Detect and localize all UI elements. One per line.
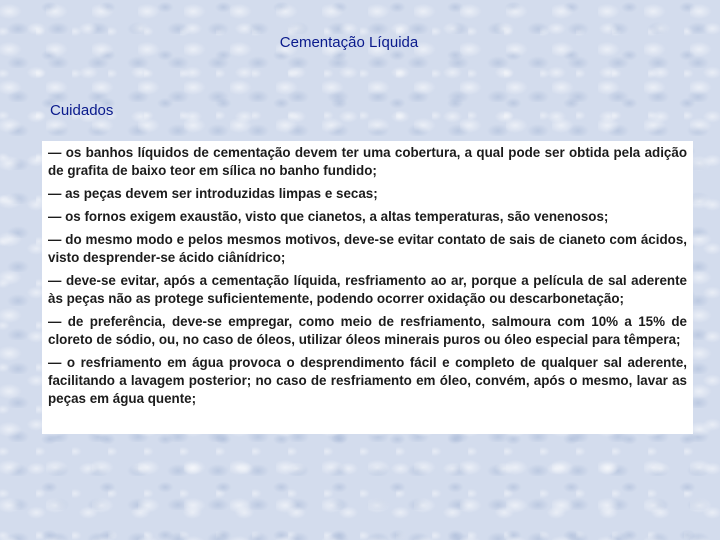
list-item: — de preferência, deve-se empregar, como meio de resfriamento, salmoura com 10% a 15% de cloreto de sódio, ou, no caso de óleos, utilizar óleos minerais puros ou óleo especial para têmpera; <box>48 314 687 347</box>
list-item: — o resfriamento em água provoca o desprendimento fácil e completo de qualquer sal aderente, facilitando a lavagem posterior; no caso de resfriamento em óleo, convém, após o mesmo, lavar as peças em água quente; <box>48 355 687 406</box>
list-item: — do mesmo modo e pelos mesmos motivos, deve-se evitar contato de sais de cianeto com ácidos, visto desprender-se ácido ciânídrico; <box>48 232 687 265</box>
slide-title: Cementação Líquida <box>279 34 419 51</box>
section-heading: Cuidados <box>50 102 114 119</box>
list-item: — deve-se evitar, após a cementação líquida, resfriamento ao ar, porque a película de sal aderente às peças não as protege suficientemente, podendo ocorrer oxidação ou descarbonetação; <box>48 273 687 306</box>
list-item: — as peças devem ser introduzidas limpas e secas; <box>48 186 378 201</box>
list-item: — os fornos exigem exaustão, visto que cianetos, a altas temperaturas, são venenosos; <box>48 209 609 224</box>
text-panel <box>42 141 693 434</box>
list-item: — os banhos líquidos de cementação devem ter uma cobertura, a qual pode ser obtida pela adição de grafita de baixo teor em sílica no banho fundido; <box>48 145 687 178</box>
